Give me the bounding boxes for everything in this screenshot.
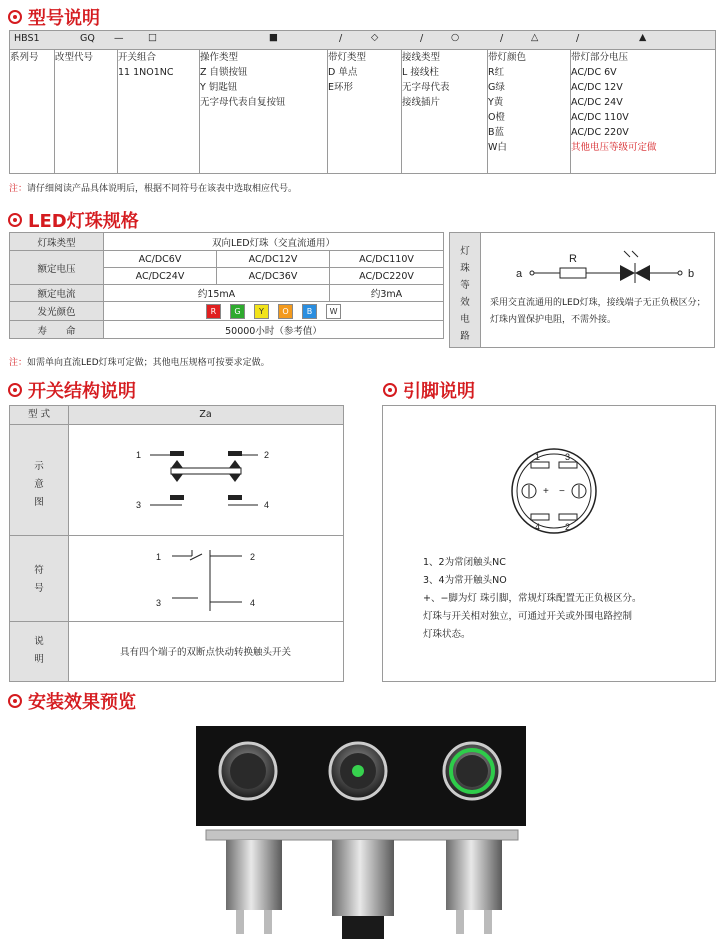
led-voltage-label: 额定电压	[10, 251, 104, 285]
code-wiring: ○	[451, 32, 460, 43]
led-voltage-cell: AC/DC110V	[330, 251, 444, 268]
pins-line: 灯珠状态。	[423, 629, 471, 640]
circuit-label: 灯珠等效电路	[460, 246, 470, 342]
circuit-node-b: b	[688, 268, 695, 280]
col-voltage-line: AC/DC 24V	[571, 97, 623, 108]
col-operation	[200, 50, 328, 174]
resistor-icon	[560, 268, 586, 278]
col-voltage-custom-note: 其他电压等级可定做	[571, 142, 657, 153]
col-wiring-line: 无字母代表	[402, 82, 450, 93]
code-slash-3: /	[500, 33, 504, 44]
col-lamp-type-line: D 单点	[328, 67, 358, 78]
svg-text:3: 3	[156, 598, 162, 608]
svg-text:1: 1	[156, 552, 162, 562]
color-chip-white: W	[326, 304, 341, 319]
col-wiring	[402, 50, 488, 174]
svg-text:−: −	[559, 486, 565, 497]
col-lamp-color-head: 带灯颜色	[488, 52, 527, 63]
svg-text:3: 3	[136, 500, 142, 510]
col-switch-line: 11 1NO1NC	[118, 67, 174, 78]
code-modify: GQ	[80, 33, 95, 44]
color-chip-yellow: Y	[254, 304, 269, 319]
pins-line: 灯珠与开关相对独立，可通过开关或外围电路控制	[423, 611, 633, 622]
color-chip-red: R	[206, 304, 221, 319]
col-series	[10, 50, 55, 174]
col-lamp-color-line: O橙	[488, 112, 505, 123]
col-voltage-line: AC/DC 12V	[571, 82, 623, 93]
svg-text:3: 3	[565, 452, 571, 462]
col-switch	[118, 50, 200, 174]
color-chip-blue: B	[302, 304, 317, 319]
code-series: HBS1	[14, 33, 40, 44]
section-title-led	[8, 207, 139, 233]
led-circuit-diagram	[480, 233, 714, 295]
section-title-pins	[383, 377, 475, 403]
code-slash-2: /	[420, 33, 424, 44]
switch-title: 开关结构说明	[28, 381, 136, 402]
col-operation-line: Y 钥匙钮	[200, 82, 238, 93]
model-title: 型号说明	[28, 8, 100, 29]
circuit-description: 采用交直流通用的LED灯珠，接线端子无正负极区分；灯珠内置保护电阻，不需外接。	[490, 298, 706, 325]
led-type-label: 灯珠类型	[10, 233, 104, 251]
col-lamp-type-head: 带灯类型	[328, 52, 367, 63]
svg-text:2: 2	[250, 552, 256, 562]
bullet-icon	[8, 213, 22, 227]
col-lamp-color-line: B蓝	[488, 127, 505, 138]
col-operation-head: 操作类型	[200, 52, 239, 63]
switch-description: 具有四个端子的双断点快动转换触头开关	[119, 647, 291, 658]
col-lamp-color-line: Y黄	[488, 97, 504, 108]
code-lamp-color: △	[531, 32, 539, 43]
col-voltage	[571, 50, 716, 174]
svg-text:1: 1	[535, 452, 541, 462]
pins-line: +、−脚为灯 珠引脚，常规灯珠配置无正负极区分。	[423, 593, 642, 604]
bullet-icon	[8, 383, 22, 397]
code-voltage: ▲	[639, 32, 647, 43]
model-code-row	[10, 31, 716, 50]
code-switch: □	[148, 32, 157, 43]
switch-desc-label: 说明	[34, 636, 44, 665]
col-lamp-type	[328, 50, 402, 174]
led-current-label: 额定电流	[10, 285, 104, 302]
pins-title: 引脚说明	[403, 381, 475, 402]
note-text: 请仔细阅读产品具体说明后，根据不同符号在该表中选取相应代号。	[27, 184, 298, 194]
code-lamp-type: ◇	[371, 32, 379, 43]
col-modify	[55, 50, 118, 174]
code-slash-4: /	[576, 33, 580, 44]
section-title-switch	[8, 377, 136, 403]
col-lamp-color-line: G绿	[488, 82, 505, 93]
led-voltage-cell: AC/DC36V	[217, 268, 330, 285]
led-note	[9, 355, 270, 368]
col-modify-head: 改型代号	[55, 52, 94, 63]
bullet-icon	[8, 10, 22, 24]
code-slash-1: /	[339, 33, 343, 44]
pins-description	[423, 554, 713, 644]
led-voltage-cell: AC/DC24V	[104, 268, 217, 285]
switch-structure-panel	[9, 405, 344, 682]
led-life-value: 50000小时（参考值）	[104, 321, 444, 339]
col-wiring-line: 接线插片	[402, 97, 441, 108]
col-lamp-color	[488, 50, 571, 174]
led-current-high-voltage: 约3mA	[330, 285, 444, 302]
led-current-low-voltage: 约15mA	[104, 285, 330, 302]
switch-schematic-diagram	[130, 446, 280, 518]
code-operation: ■	[269, 32, 278, 43]
svg-text:4: 4	[250, 598, 256, 608]
bullet-icon	[383, 383, 397, 397]
col-voltage-line: AC/DC 6V	[571, 67, 617, 78]
led-color-chips	[104, 302, 444, 321]
pins-panel	[382, 405, 716, 682]
led-life-label: 寿 命	[10, 321, 104, 339]
pin-layout-diagram	[509, 446, 599, 536]
led-spec-table	[9, 232, 444, 339]
switch-schematic-label: 示意图	[34, 461, 44, 508]
circuit-node-a: a	[516, 268, 523, 280]
switch-symbol-diagram	[150, 546, 270, 616]
note-text: 如需单向直流LED灯珠可定做；其他电压规格可按要求定做。	[27, 358, 270, 368]
svg-text:4: 4	[264, 500, 270, 510]
col-operation-line: 无字母代表自复按钮	[200, 97, 286, 108]
pins-line: 1、2为常闭触头NC	[423, 557, 506, 568]
switch-type-label: 型 式	[10, 406, 69, 424]
model-note	[9, 181, 297, 194]
svg-text:2: 2	[565, 522, 571, 532]
led-voltage-cell: AC/DC6V	[104, 251, 217, 268]
col-voltage-line: AC/DC 110V	[571, 112, 629, 123]
svg-text:2: 2	[264, 450, 270, 460]
model-detail-row	[10, 50, 716, 174]
col-voltage-head: 带灯部分电压	[571, 52, 629, 63]
col-wiring-head: 接线类型	[402, 52, 441, 63]
model-table	[9, 30, 716, 174]
note-prefix: 注：	[9, 184, 28, 194]
led-diode-icon	[620, 265, 635, 281]
col-switch-head: 开关组合	[118, 52, 157, 63]
section-title-preview	[8, 688, 136, 714]
preview-title: 安装效果预览	[28, 692, 136, 713]
note-prefix: 注：	[9, 358, 28, 368]
bullet-icon	[8, 694, 22, 708]
led-circuit-panel	[449, 232, 715, 348]
svg-text:4: 4	[535, 522, 541, 532]
circuit-label-cell	[450, 233, 481, 347]
col-wiring-line: L 接线柱	[402, 67, 439, 78]
col-lamp-color-line: W白	[488, 142, 507, 153]
install-preview-image	[196, 726, 526, 939]
color-chip-green: G	[230, 304, 245, 319]
resistor-label: R	[569, 253, 577, 265]
col-voltage-line: AC/DC 220V	[571, 127, 629, 138]
code-dash: —	[114, 33, 124, 44]
led-type-value: 双向LED灯珠（交直流通用）	[104, 233, 444, 251]
led-voltage-cell: AC/DC12V	[217, 251, 330, 268]
led-color-label: 发光颜色	[10, 302, 104, 321]
color-chip-orange: O	[278, 304, 293, 319]
svg-text:1: 1	[136, 450, 142, 460]
led-voltage-cell: AC/DC220V	[330, 268, 444, 285]
switch-type-value: Za	[199, 409, 212, 420]
col-lamp-type-line: E环形	[328, 82, 354, 93]
section-title-model	[8, 4, 100, 30]
col-lamp-color-line: R红	[488, 67, 505, 78]
pins-line: 3、4为常开触头NO	[423, 575, 507, 586]
led-title: LED灯珠规格	[28, 211, 139, 232]
col-series-head: 系列号	[10, 52, 39, 63]
svg-text:+: +	[543, 486, 549, 497]
switch-symbol-label: 符号	[34, 565, 44, 594]
col-operation-line: Z 自锁按钮	[200, 67, 248, 78]
